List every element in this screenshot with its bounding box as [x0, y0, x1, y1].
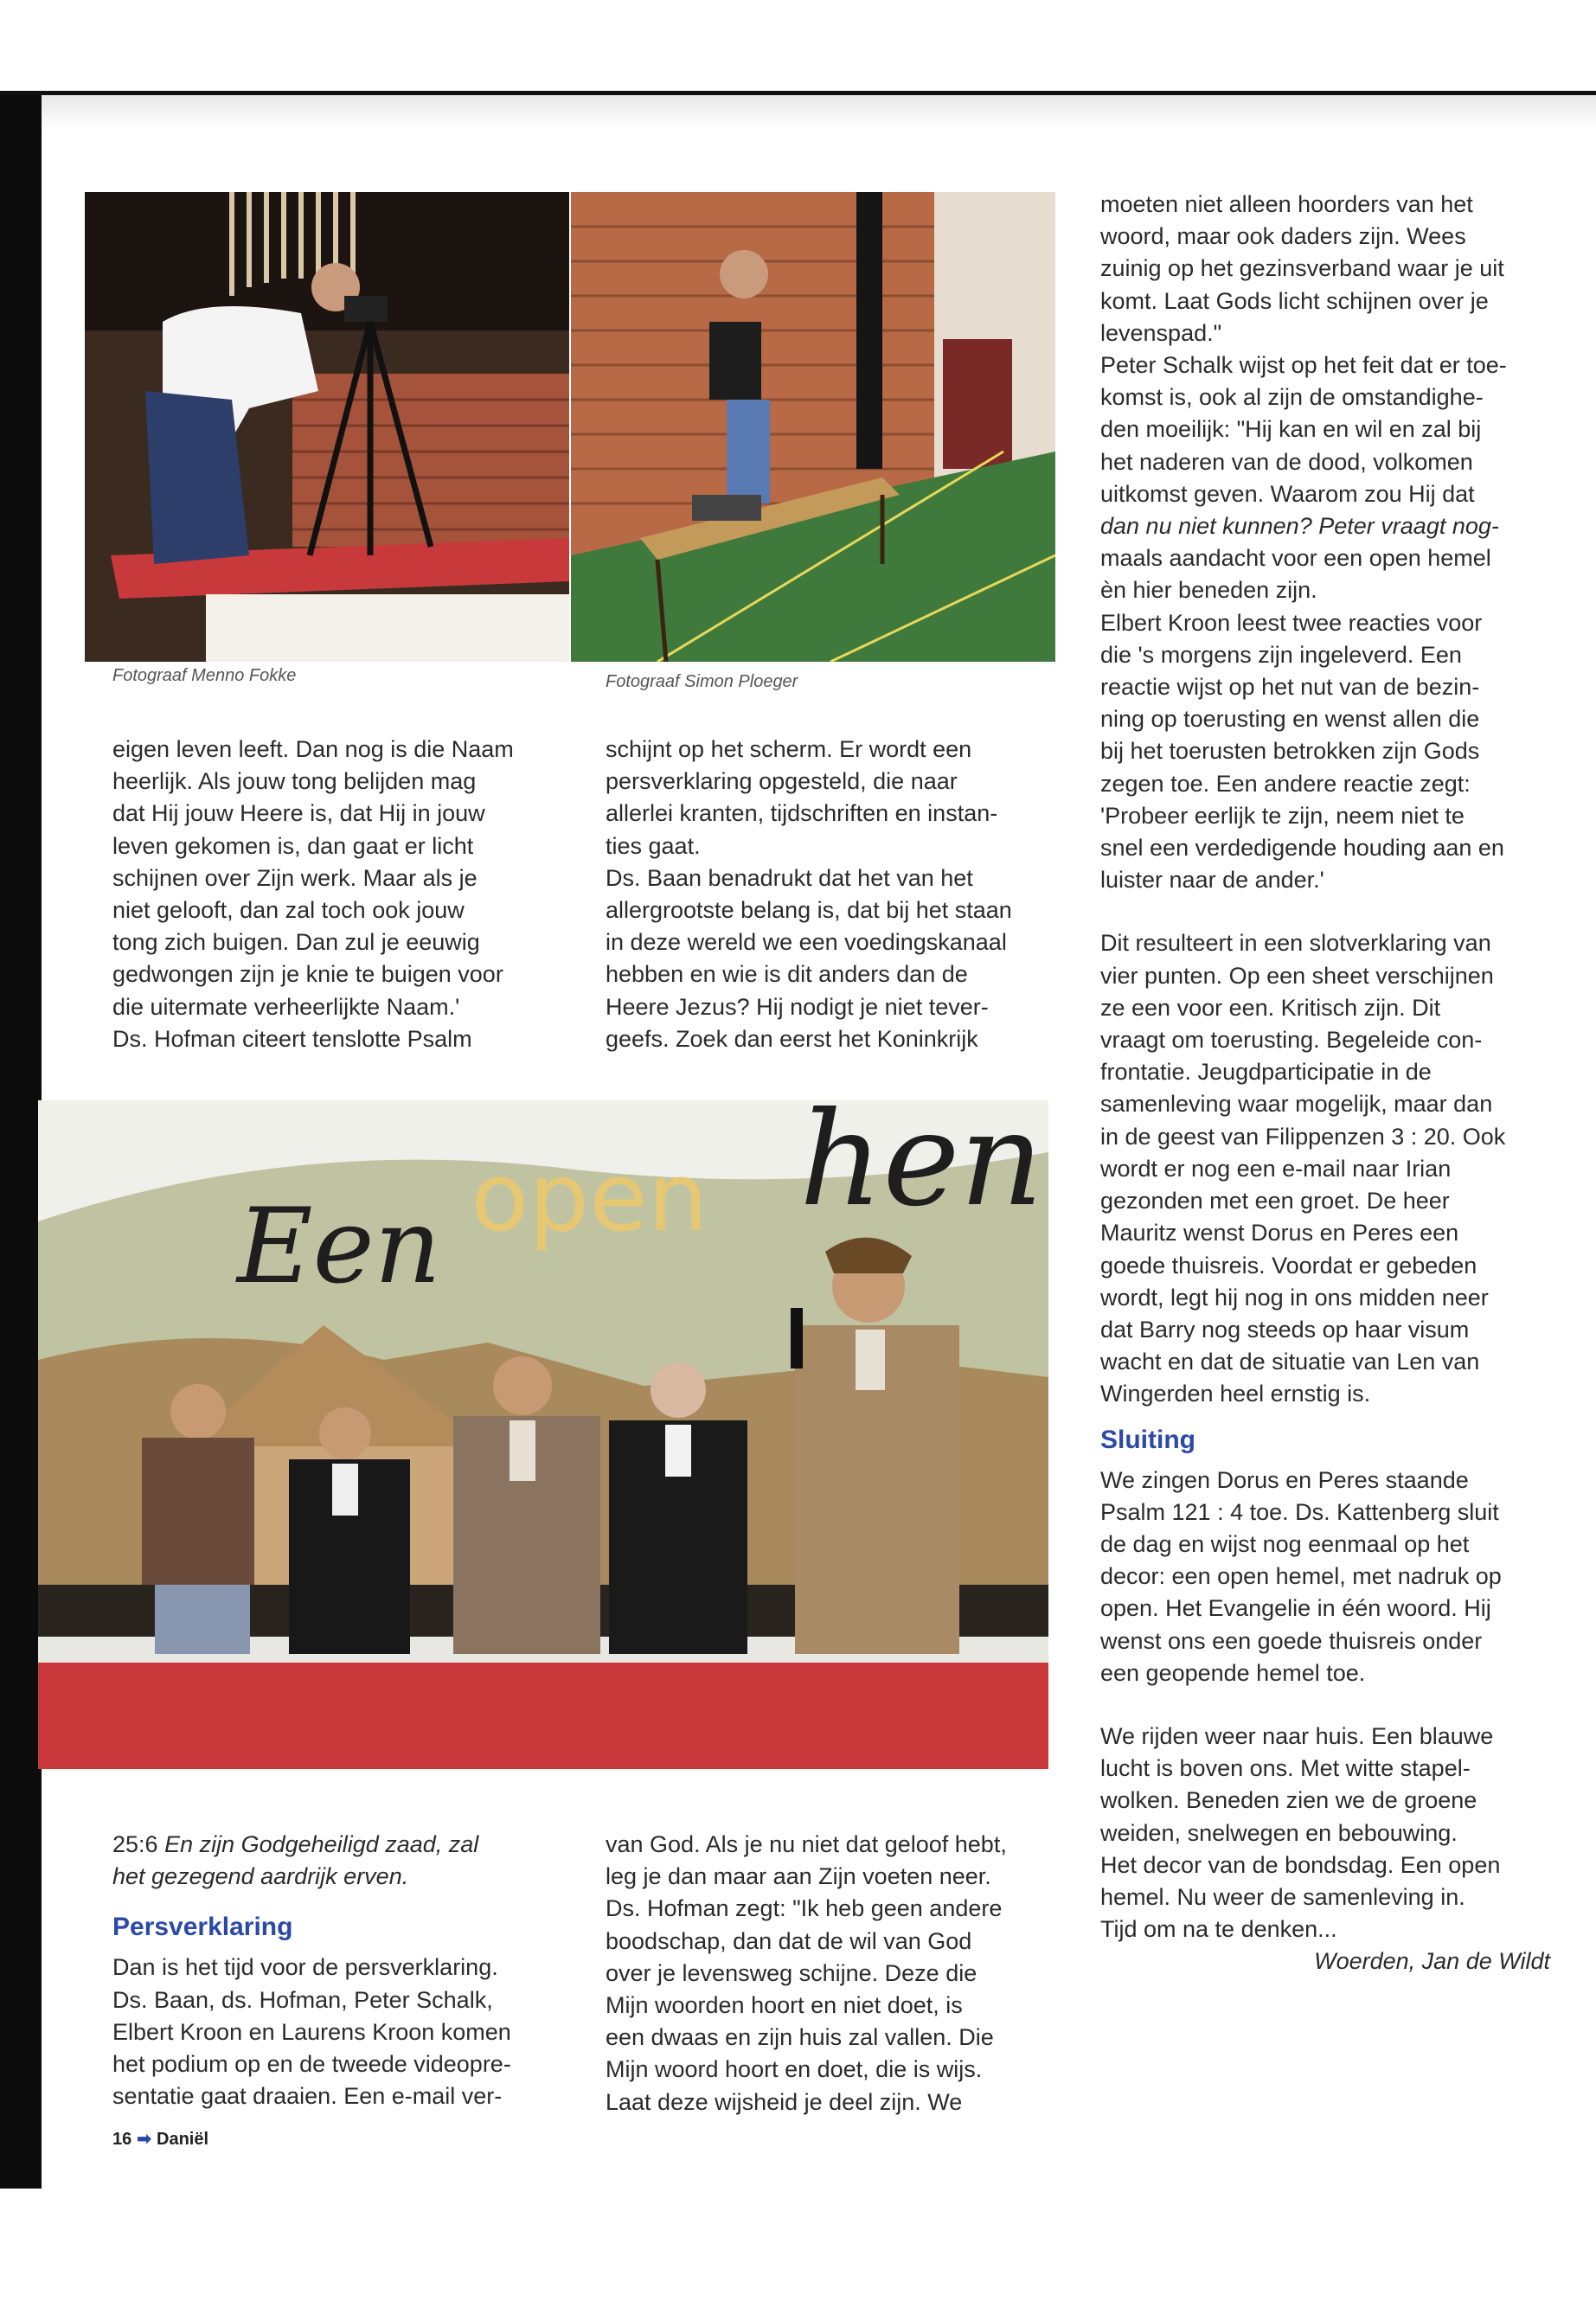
- banner-word-open: open: [471, 1142, 708, 1253]
- column-2-bottom: [606, 1829, 1055, 2118]
- text-line: van God. Als je nu niet dat geloof hebt,: [606, 1831, 1007, 1857]
- text-line: niet gelooft, dan zal toch ook jouw: [112, 897, 465, 924]
- text-line: heerlijk. Als jouw tong belijden mag: [112, 768, 477, 795]
- paragraph-gap: [1100, 896, 1550, 927]
- text-line: luister naar de ander.': [1100, 867, 1324, 894]
- text-line: eigen leven leeft. Dan nog is die Naam: [112, 736, 514, 762]
- text-line: allerlei kranten, tijdschriften en instan-: [606, 800, 998, 827]
- text-line: het naderen van de dood, volkomen: [1100, 448, 1473, 475]
- text-line: in de geest van Filippenzen 3 : 20. Ook: [1100, 1123, 1506, 1150]
- text-line: Elbert Kroon en Laurens Kroon komen: [112, 2018, 511, 2045]
- text-line: uitkomst geven. Waarom zou Hij dat: [1100, 480, 1475, 507]
- text-line: Het decor van de bondsdag. Een open: [1100, 1851, 1501, 1878]
- arrow-right-icon: ➡: [137, 2130, 152, 2149]
- text-line: We rijden weer naar huis. Een blauwe: [1100, 1722, 1494, 1749]
- photo-caption-right: Fotograaf Simon Ploeger: [606, 672, 798, 691]
- text-line: geefs. Zoek dan eerst het Koninkrijk: [606, 1025, 978, 1052]
- italic-question: dan nu niet kunnen?: [1100, 513, 1312, 540]
- author-signature: Woerden, Jan de Wildt: [1314, 1948, 1550, 1975]
- text-line: Ds. Hofman zegt: "Ik heb geen andere: [606, 1895, 1003, 1922]
- italic-peter: Peter: [1318, 513, 1375, 540]
- text-line: reactie wijst op het nut van de bezin-: [1100, 674, 1480, 701]
- text-line: èn hier beneden zijn.: [1100, 577, 1317, 604]
- text-line: de dag en wijst nog eenmaal op het: [1100, 1530, 1470, 1557]
- text-line: dat Hij jouw Heere is, dat Hij in jouw: [112, 800, 485, 827]
- italic-vraagt: vraagt nog-: [1381, 513, 1499, 540]
- text-line: dat Barry nog steeds op haar visum: [1100, 1316, 1470, 1343]
- text-line: sentatie gaat draaien. Een e-mail ver-: [112, 2083, 503, 2110]
- page-number: 16: [112, 2130, 132, 2149]
- text-line: zuinig op het gezinsverband waar je uit: [1100, 255, 1504, 282]
- text-line: tong zich buigen. Dan zul je eeuwig: [112, 929, 480, 956]
- photo-photographer-tripod: [85, 192, 569, 662]
- column-1-top: [112, 734, 562, 1055]
- banner-word-een: Een: [237, 1187, 441, 1307]
- psalm-reference: 25:6: [112, 1831, 165, 1857]
- text-line: levenspad.": [1100, 319, 1222, 346]
- text-line: vraagt om toerusting. Begeleide con-: [1100, 1027, 1483, 1054]
- section-heading-persverklaring: Persverklaring: [112, 1913, 293, 1942]
- text-line: Mijn woorden hoort en niet doet, is: [606, 1992, 963, 2019]
- text-line: snel een verdedigende houding aan en: [1100, 835, 1504, 862]
- text-line: zegen toe. Een andere reactie zegt:: [1100, 770, 1471, 797]
- text-line: allergrootste belang is, dat bij het staan: [606, 897, 1012, 924]
- text-line: Wingerden heel ernstig is.: [1100, 1381, 1371, 1407]
- text-line: decor: een open hemel, met nadruk op: [1100, 1563, 1502, 1590]
- text-line: lucht is boven ons. Met witte stapel-: [1100, 1755, 1471, 1782]
- text-line: Laat deze wijsheid je deel zijn. We: [606, 2088, 963, 2115]
- text-line: Dan is het tijd voor de persverklaring.: [112, 1954, 498, 1981]
- text-line: Tijd om na te denken...: [1100, 1916, 1337, 1943]
- paragraph-gap: [1100, 1689, 1550, 1721]
- text-line: hebben en wie is dit anders dan de: [606, 961, 968, 988]
- psalm-quote-line-2: het gezegend aardrijk erven.: [112, 1863, 409, 1890]
- text-line: Peter Schalk wijst op het feit dat er toe-: [1100, 352, 1507, 379]
- text-line: ties gaat.: [606, 832, 701, 859]
- text-line: vier punten. Op een sheet verschijnen: [1100, 962, 1494, 989]
- banner-word-hemel: hen: [799, 1100, 1043, 1235]
- text-line: die uitermate verheerlijkte Naam.': [112, 993, 460, 1020]
- text-line: Mijn woord hoort en doet, die is wijs.: [606, 2056, 983, 2083]
- text-line: Psalm 121 : 4 toe. Ds. Kattenberg sluit: [1100, 1498, 1499, 1525]
- text-line: moeten niet alleen hoorders van het: [1100, 191, 1473, 217]
- text-line: over je levensweg schijne. Deze die: [606, 1959, 977, 1986]
- text-line: Mauritz wenst Dorus en Peres een: [1100, 1220, 1459, 1247]
- text-line: ze een voor een. Kritisch zijn. Dit: [1100, 994, 1441, 1021]
- text-line: Elbert Kroon leest twee reacties voor: [1100, 609, 1483, 636]
- column-2-top: [606, 734, 1055, 1055]
- text-line: samenleving waar mogelijk, maar dan: [1100, 1091, 1493, 1118]
- text-line: komt. Laat Gods licht schijnen over je: [1100, 287, 1489, 314]
- photo-stage-panel: [38, 1100, 1048, 1769]
- magazine-name: Daniël: [157, 2130, 209, 2149]
- text-line: maals aandacht voor een open hemel: [1100, 545, 1491, 572]
- column-3: [1100, 189, 1550, 1978]
- text-line: den moeilijk: "Hij kan en wil en zal bij: [1100, 416, 1482, 443]
- text-line: wolken. Beneden zien we de groene: [1100, 1787, 1477, 1814]
- text-line: een dwaas en zijn huis zal vallen. Die: [606, 2024, 994, 2051]
- page-edge-left: [0, 95, 42, 2189]
- text-line: in deze wereld we een voedingskanaal: [606, 929, 1007, 956]
- text-line: frontatie. Jeugdparticipatie in de: [1100, 1059, 1432, 1086]
- text-line: komst is, ook al zijn de omstandighe-: [1100, 384, 1484, 411]
- text-line-mixed: [1100, 510, 1550, 542]
- text-line: wordt, legt hij nog in ons midden neer: [1100, 1284, 1489, 1311]
- section-heading-sluiting: Sluiting: [1100, 1425, 1195, 1454]
- text-line: goede thuisreis. Voordat er gebeden: [1100, 1252, 1477, 1279]
- text-line: open. Het Evangelie in één woord. Hij: [1100, 1595, 1491, 1622]
- page-shadow: [26, 95, 1596, 130]
- photo-photographer-on-table: [571, 192, 1055, 662]
- text-line: hemel. Nu weer de samenleving in.: [1100, 1883, 1465, 1910]
- text-line: woord, maar ook daders zijn. Wees: [1100, 223, 1466, 250]
- psalm-quote-line-1: [112, 1829, 562, 1861]
- text-line: die 's morgens zijn ingeleverd. Een: [1100, 641, 1462, 668]
- text-line: bij het toerusten betrokken zijn Gods: [1100, 738, 1480, 765]
- text-line: schijnt op het scherm. Er wordt een: [606, 736, 972, 762]
- text-line: Ds. Hofman citeert tenslotte Psalm: [112, 1025, 472, 1052]
- text-line: wacht en dat de situatie van Len van: [1100, 1349, 1480, 1375]
- text-line: leg je dan maar aan Zijn voeten neer.: [606, 1863, 991, 1890]
- text-line: Ds. Baan benadrukt dat het van het: [606, 864, 973, 891]
- psalm-quote-italic: En zijn Godgeheiligd zaad, zal: [164, 1831, 479, 1857]
- text-line: weiden, snelwegen en bebouwing.: [1100, 1819, 1458, 1846]
- photo-caption-left: Fotograaf Menno Fokke: [112, 666, 297, 685]
- text-line: gezonden met een groet. De heer: [1100, 1188, 1450, 1215]
- column-1-bottom: [112, 1829, 562, 2112]
- text-line: Ds. Baan, ds. Hofman, Peter Schalk,: [112, 1986, 493, 2013]
- text-line: boodschap, dan dat de wil van God: [606, 1927, 972, 1954]
- text-line: leven gekomen is, dan gaat er licht: [112, 832, 474, 859]
- text-line: het podium op en de tweede videopre-: [112, 2051, 511, 2078]
- text-line: We zingen Dorus en Peres staande: [1100, 1466, 1469, 1493]
- text-line: een geopende hemel toe.: [1100, 1659, 1366, 1686]
- text-line: persverklaring opgesteld, die naar: [606, 768, 958, 795]
- page-folio: [112, 2128, 208, 2150]
- text-line: 'Probeer eerlijk te zijn, neem niet te: [1100, 802, 1465, 829]
- text-line: wordt er nog een e-mail naar Irian: [1100, 1155, 1452, 1182]
- text-line: gedwongen zijn je knie te buigen voor: [112, 961, 503, 988]
- text-line: Dit resulteert in een slotverklaring van: [1100, 930, 1491, 957]
- text-line: ning op toerusting en wenst allen die: [1100, 706, 1480, 733]
- text-line: wenst ons een goede thuisreis onder: [1100, 1627, 1483, 1654]
- text-line: Heere Jezus? Hij nodigt je niet tever-: [606, 993, 989, 1020]
- text-line: schijnen over Zijn werk. Maar als je: [112, 864, 478, 891]
